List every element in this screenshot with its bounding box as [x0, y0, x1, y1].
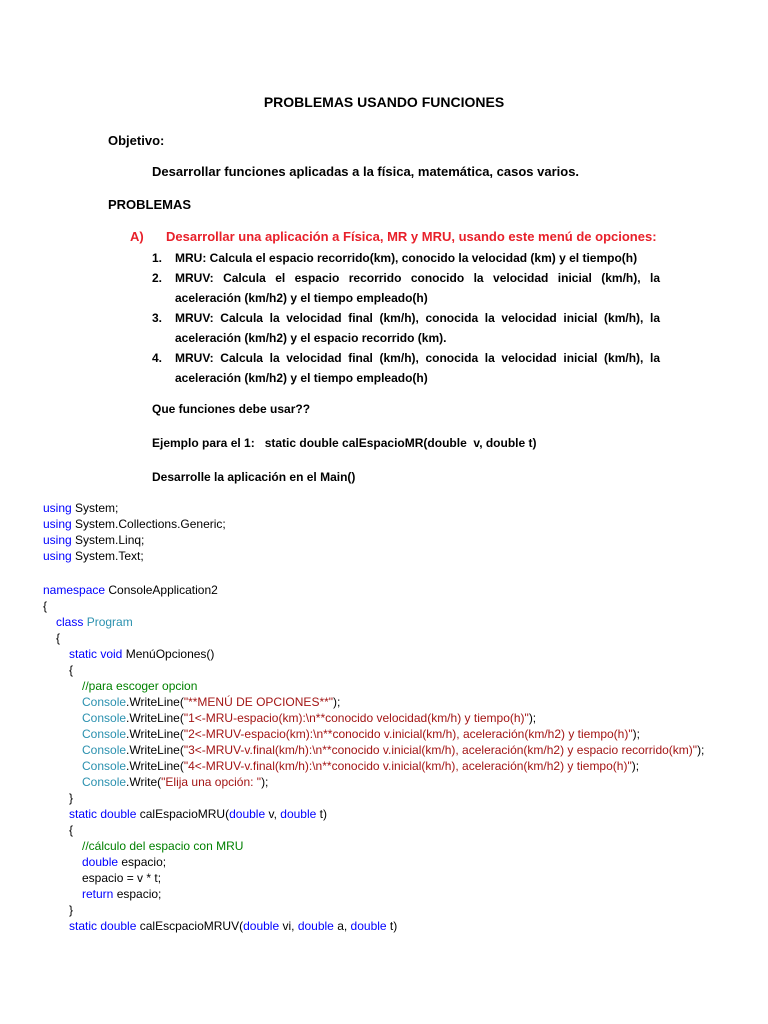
option-text: MRU: Calcula el espacio recorrido(km), conocido la velocidad (km) y el tiempo(h): [175, 251, 638, 265]
objective-text: Desarrollar funciones aplicadas a la física, matemática, casos varios.: [152, 164, 580, 179]
code-line: double espacio;: [82, 855, 167, 869]
option-text: MRUV: Calcula la velocidad final (km/h), conocida la velocidad inicial (km/h), la aceleración (km/h2) y el espacio recorrido (km).: [175, 311, 660, 345]
item-a-text: Desarrollar una aplicación a Física, MR y MRU, usando este menú de opciones:: [166, 229, 657, 244]
code-line: Console.WriteLine("4<-MRUV-v.final(km/h):\n**conocido v.inicial(km/h), aceleración(km/h2) y tiempo(h)");: [82, 759, 640, 773]
question-text: Que funciones debe usar??: [152, 402, 311, 416]
develop-text: Desarrolle la aplicación en el Main(): [152, 470, 356, 484]
code-line: using System.Collections.Generic;: [43, 517, 226, 531]
objective-label: Objetivo:: [108, 133, 165, 148]
code-line: Console.WriteLine("3<-MRUV-v.final(km/h):\n**conocido v.inicial(km/h), aceleración(km/h2) y espacio recorrido(km)");: [82, 743, 705, 757]
code-line: {: [69, 663, 74, 677]
code-line: {: [69, 823, 74, 837]
code-line: static double calEscpacioMRUV(double vi, double a, double t): [69, 919, 398, 933]
option-text: MRUV: Calcula la velocidad final (km/h), conocida la velocidad inicial (km/h), la aceleración (km/h2) y el tiempo empleado(h): [175, 351, 660, 385]
code-line: Console.WriteLine("2<-MRUV-espacio(km):\n**conocido v.inicial(km/h), aceleración(km/h2) y tiempo(h)");: [82, 727, 640, 741]
example-text: Ejemplo para el 1: static double calEspacioMR(double v, double t): [152, 436, 537, 450]
code-line: using System.Text;: [43, 549, 144, 563]
code-line: //cálculo del espacio con MRU: [82, 839, 244, 853]
code-line: espacio = v * t;: [82, 871, 162, 885]
code-line: Console.WriteLine("**MENÚ DE OPCIONES**");: [82, 695, 341, 709]
code-line: using System.Linq;: [43, 533, 145, 547]
code-line: return espacio;: [82, 887, 162, 901]
option-number: 2.: [152, 271, 163, 285]
code-line: Console.WriteLine("1<-MRU-espacio(km):\n**conocido velocidad(km/h) y tiempo(h)");: [82, 711, 537, 725]
problems-heading: PROBLEMAS: [108, 197, 192, 212]
option-number: 3.: [152, 311, 163, 325]
option-number: 1.: [152, 251, 163, 265]
code-line: }: [69, 791, 74, 805]
page-title: PROBLEMAS USANDO FUNCIONES: [263, 94, 505, 110]
code-line: using System;: [43, 501, 119, 515]
code-line: class Program: [56, 615, 133, 629]
option-number: 4.: [152, 351, 163, 365]
code-line: {: [43, 599, 48, 613]
code-line: //para escoger opcion: [82, 679, 198, 693]
code-line: Console.Write("Elija una opción: ");: [82, 775, 269, 789]
code-line: namespace ConsoleApplication2: [43, 583, 218, 597]
option-text: MRUV: Calcula el espacio recorrido conocido la velocidad inicial (km/h), la aceleración (km/h2) y el tiempo empleado(h): [175, 271, 660, 305]
code-line: static double calEspacioMRU(double v, double t): [69, 807, 327, 821]
code-line: }: [69, 903, 74, 917]
item-a-marker: A): [130, 229, 144, 244]
code-line: static void MenúOpciones(): [69, 647, 215, 661]
code-line: {: [56, 631, 61, 645]
